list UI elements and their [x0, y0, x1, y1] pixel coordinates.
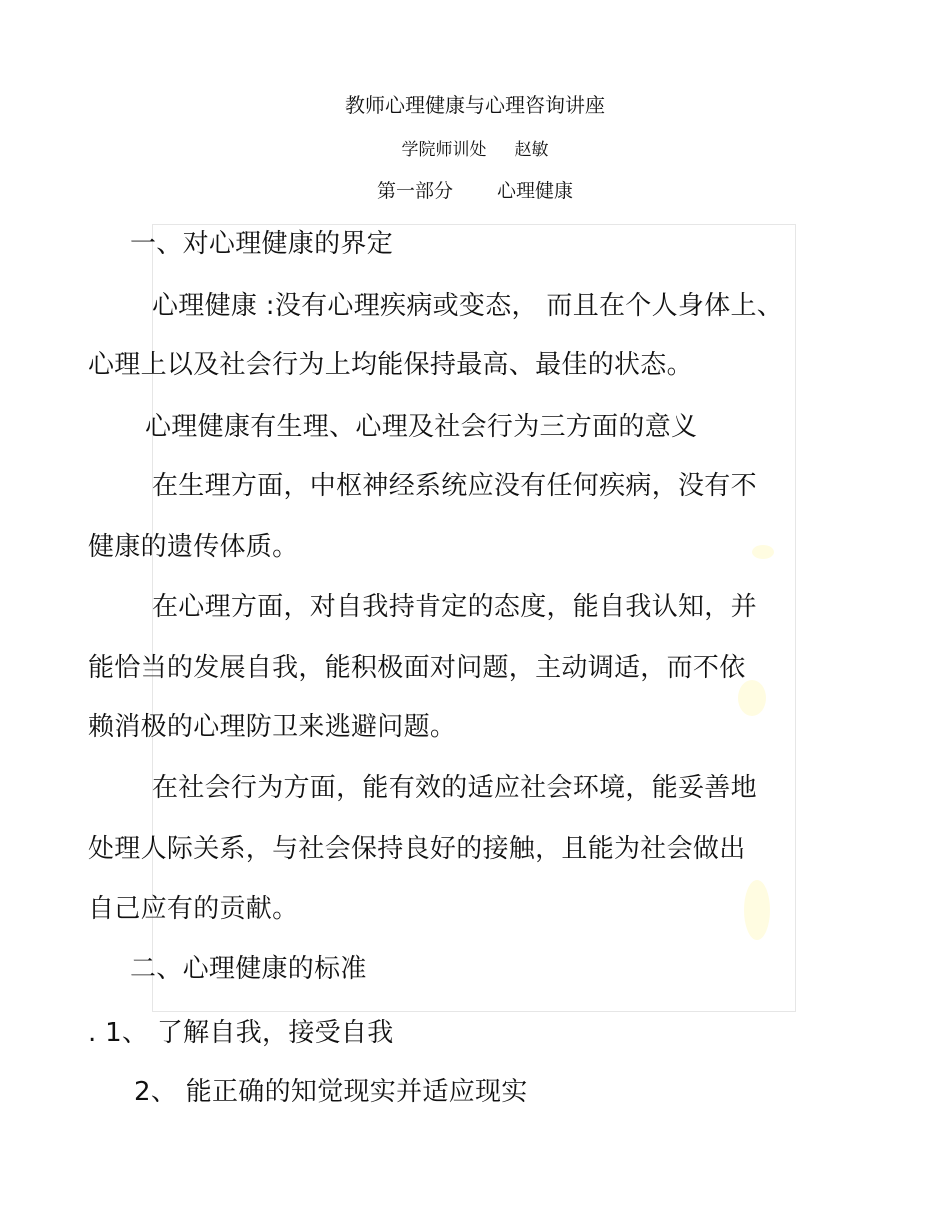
author-name: 赵敏 — [514, 140, 549, 160]
part-heading — [0, 182, 950, 201]
author-org: 学院师训处 — [401, 140, 487, 160]
paragraph-5-line-1: 在社会行为方面，能有效的适应社会环境，能妥善地 — [152, 773, 757, 803]
paragraph-5-line-2: 处理人际关系，与社会保持良好的接触，且能为社会做出 — [88, 834, 746, 864]
page-title: 教师心理健康与心理咨询讲座 — [345, 93, 605, 117]
part-title: 心理健康 — [497, 180, 574, 202]
paper-stain — [744, 880, 770, 940]
part-number: 第一部分 — [376, 180, 453, 202]
section-heading-2: 二、心理健康的标准 — [130, 954, 367, 984]
paper-stain — [752, 545, 774, 559]
section-heading-1: 一、对心理健康的界定 — [130, 229, 394, 259]
author-line — [0, 142, 950, 159]
paragraph-3-line-2: 健康的遗传体质。 — [88, 532, 299, 562]
paragraph-5-line-3: 自己应有的贡献。 — [88, 894, 299, 924]
list-item-1: . 1、 了解自我，接受自我 — [88, 1018, 394, 1048]
paragraph-4-line-1: 在心理方面，对自我持肯定的态度，能自我认知，并 — [152, 592, 757, 622]
paragraph-4-line-2: 能恰当的发展自我，能积极面对问题，主动调适，而不依 — [88, 653, 746, 683]
paragraph-1-line-2: 心理上以及社会行为上均能保持最高、最佳的状态。 — [88, 350, 693, 380]
paragraph-1-line-1: 心理健康 :没有心理疾病或变态， 而且在个人身体上、 — [152, 291, 784, 321]
paragraph-3-line-1: 在生理方面，中枢神经系统应没有任何疾病，没有不 — [152, 471, 757, 501]
paper-stain — [738, 680, 766, 716]
paragraph-4-line-3: 赖消极的心理防卫来逃避问题。 — [88, 712, 457, 742]
list-item-2: 2、 能正确的知觉现实并适应现实 — [134, 1077, 528, 1107]
paragraph-2-line-1: 心理健康有生理、心理及社会行为三方面的意义 — [145, 412, 698, 442]
